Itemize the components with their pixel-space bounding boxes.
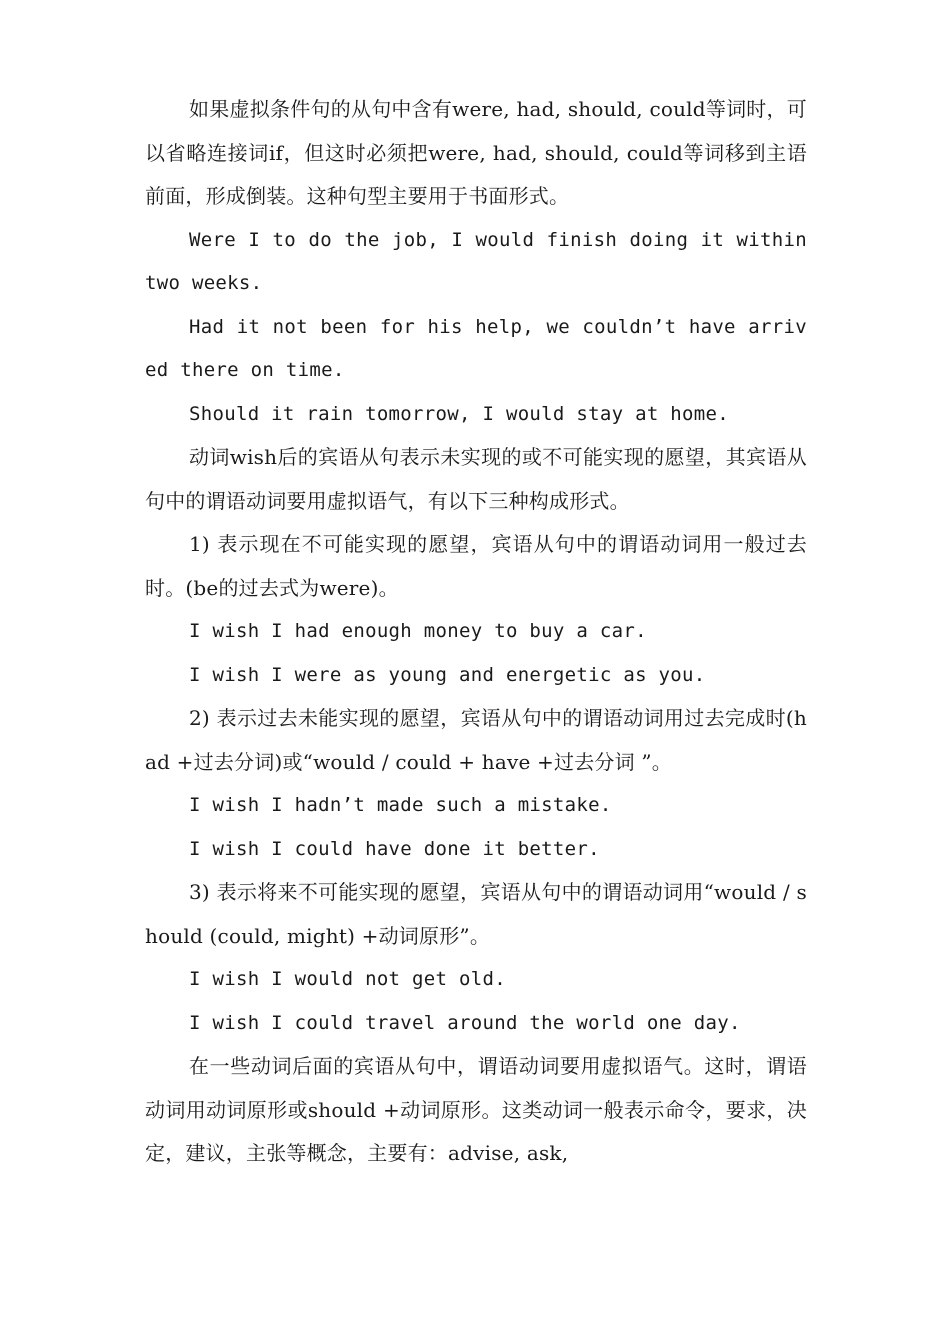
paragraph-verb-clause-rule: 在一些动词后面的宾语从句中，谓语动词要用虚拟语气。这时，谓语动词用动词原形或should +动词原形。这类动词一般表示命令，要求，决定，建议，主张等概念，主要有：advise, ask, [145, 1054, 807, 1165]
example-sentence: I wish I would not get old. [189, 968, 506, 990]
paragraph-wish-rule: 动词wish后的宾语从句表示未实现的或不可能实现的愿望，其宾语从句中的谓语动词要用虚拟语气，有以下三种构成形式。 [145, 445, 807, 513]
paragraph-inversion-rule: 如果虚拟条件句的从句中含有were, had, should, could等词时，可以省略连接词if，但这时必须把were, had, should, could等词移到主语前面，形成倒装。这种句型主要用于书面形式。 [145, 97, 807, 208]
paragraph-wish-future: 3) 表示将来不可能实现的愿望，宾语从句中的谓语动词用“would / should (could, might) +动词原形”。 [145, 880, 807, 948]
example-sentence: I wish I had enough money to buy a car. [189, 620, 647, 642]
example-sentence: Had it not been for his help, we couldn’t have arrived there on time. [145, 315, 807, 381]
paragraph-wish-past: 2) 表示过去未能实现的愿望，宾语从句中的谓语动词用过去完成时(had +过去分词)或“would / could + have +过去分词 ”。 [145, 706, 807, 774]
document-body [145, 88, 807, 1176]
example-sentence: I wish I were as young and energetic as you. [189, 663, 706, 686]
paragraph-wish-present: 1) 表示现在不可能实现的愿望，宾语从句中的谓语动词用一般过去时。(be的过去式为were)。 [145, 532, 807, 600]
example-sentence: I wish I could travel around the world one day. [189, 1011, 741, 1034]
example-sentence: Were I to do the job, I would finish doing it within two weeks. [145, 228, 807, 294]
example-sentence: I wish I could have done it better. [189, 837, 600, 860]
example-sentence: Should it rain tomorrow, I would stay at home. [189, 402, 729, 425]
example-sentence: I wish I hadn’t made such a mistake. [189, 794, 612, 816]
